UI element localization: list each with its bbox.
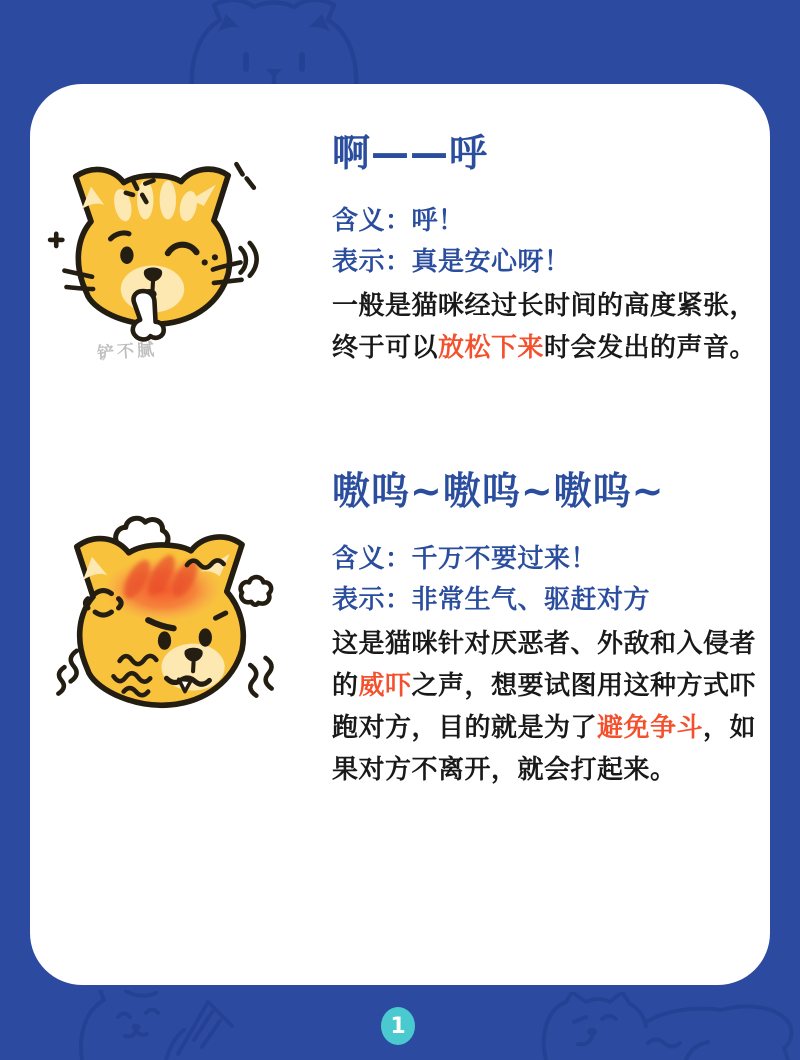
section-growl-sound xyxy=(332,469,756,791)
body-text-line: 这是猫咪针对厌恶者、外敌和入侵者 xyxy=(332,629,757,659)
waving-cat-outline-icon xyxy=(66,990,256,1060)
body-text-line: 果对方不离开，就会打起来。 xyxy=(332,755,677,785)
express-line: 表示：真是安心呀！ xyxy=(332,247,571,277)
meaning-line: 含义：千万不要过来！ xyxy=(332,544,598,574)
body-text-line: 跑对方，目的就是为了避免争斗，如 xyxy=(332,713,757,743)
express-line: 表示：非常生气、驱赶对方 xyxy=(332,585,651,615)
section-title: 啊——呼 xyxy=(332,131,489,175)
page-number-badge: 1 xyxy=(381,1007,415,1045)
artist-watermark: 铲不腻 xyxy=(96,339,158,365)
section-body xyxy=(332,623,756,791)
body-text-line: 的威吓之声，想要试图用这种方式吓 xyxy=(332,671,757,701)
section-title: 嗷呜~嗷呜~嗷呜~ xyxy=(332,469,665,513)
sleeping-cat-outline-icon xyxy=(536,992,800,1060)
meaning-line: 含义：呼！ xyxy=(332,206,465,236)
section-body xyxy=(332,285,756,369)
angry-growling-cat-icon xyxy=(42,512,287,762)
body-text-line: 一般是猫咪经过长时间的高度紧张， xyxy=(332,291,757,321)
section-relaxed-sound xyxy=(332,131,756,369)
content-card xyxy=(30,84,770,985)
body-text-line: 终于可以放松下来时会发出的声音。 xyxy=(332,333,757,363)
cat-head-outline-icon xyxy=(186,0,362,88)
